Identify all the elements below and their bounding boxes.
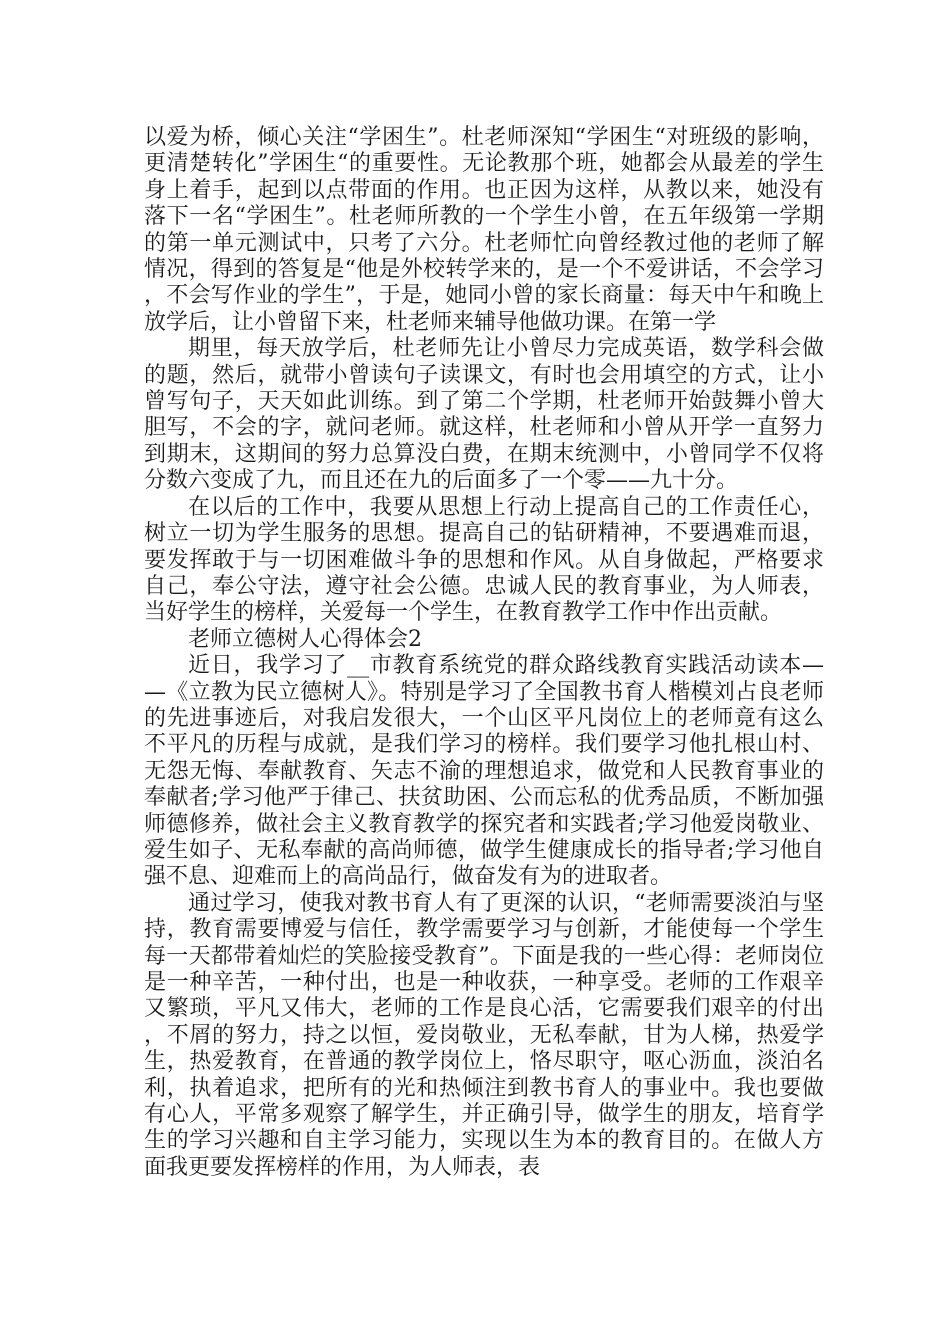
paragraph-1: 以爱为桥，倾心关注“学困生”。杜老师深知“学困生“对班级的影响，更清楚转化”学困生“的重要性。无论教那个班，她都会从最差的学生身上着手，起到以点带面的作用。也正因为这样，从教以来，她没有落下一名“学困生”。杜老师所教的一个学生小曾，在五年级第一学期的第一单元测试中，只考了六分。杜老师忙向曾经教过他的老师了解情况，得到的答复是“他是外校转学来的，是一个不爱讲话，不会学习，不会写作业的学生”，于是，她同小曾的家长商量：每天中午和晚上放学后，让小曾留下来，杜老师来辅导他做功课。在第一学 xyxy=(144,125,824,335)
section-heading: 老师立德树人心得体会2 xyxy=(188,626,422,652)
document-body xyxy=(144,125,824,1181)
paragraph-4: 近日，我学习了__市教育系统党的群众路线教育实践活动读本——《立教为民立德树人》。特别是学习了全国教书育人楷模刘占良老师的先进事迹后，对我启发很大，一个山区平凡岗位上的老师竟有这么不平凡的历程与成就，是我们学习的榜样。我们要学习他扎根山村、无怨无悔、奉献教育、矢志不渝的理想追求，做党和人民教育事业的奉献者;学习他严于律己、扶贫助困、公而忘私的优秀品质，不断加强师德修养，做社会主义教育教学的探究者和实践者;学习他爱岗敬业、爱生如子、无私奉献的高尚师德，做学生健康成长的指导者;学习他自强不息、迎难而上的高尚品行，做奋发有为的进取者。 xyxy=(144,653,824,890)
paragraph-2: 期里，每天放学后，杜老师先让小曾尽力完成英语，数学科会做的题，然后，就带小曾读句子读课文，有时也会用填空的方式，让小曾写句子，天天如此训练。到了第二个学期，杜老师开始鼓舞小曾大胆写，不会的字，就问老师。就这样，杜老师和小曾从开学一直努力到期末，这期间的努力总算没白费，在期末统测中，小曾同学不仅将分数六变成了九，而且还在九的后面多了一个零——九十分。 xyxy=(144,336,824,494)
paragraph-5: 通过学习，使我对教书育人有了更深的认识，“老师需要淡泊与坚持，教育需要博爱与信任，教学需要学习与创新，才能使每一个学生每一天都带着灿烂的笑脸接受教育”。下面是我的一些心得：老师岗位是一种辛苦，一种付出，也是一种收获，一种享受。老师的工作艰辛又繁琐，平凡又伟大，老师的工作是良心活，它需要我们艰辛的付出，不屑的努力，持之以恒，爱岗敬业，无私奉献，甘为人梯，热爱学生，热爱教育，在普通的教学岗位上，恪尽职守，呕心沥血，淡泊名利，执着追求，把所有的光和热倾注到教书育人的事业中。我也要做有心人，平常多观察了解学生，并正确引导，做学生的朋友，培育学生的学习兴趣和自主学习能力，实现以生为本的教育目的。在做人方面我更要发挥榜样的作用，为人师表，表 xyxy=(144,890,824,1180)
paragraph-3: 在以后的工作中，我要从思想上行动上提高自己的工作责任心，树立一切为学生服务的思想。提高自己的钻研精神，不要遇难而退，要发挥敢于与一切困难做斗争的思想和作风。从自身做起，严格要求自己，奉公守法，遵守社会公德。忠诚人民的教育事业，为人师表，当好学生的榜样，关爱每一个学生，在教育教学工作中作出贡献。 xyxy=(144,494,824,626)
